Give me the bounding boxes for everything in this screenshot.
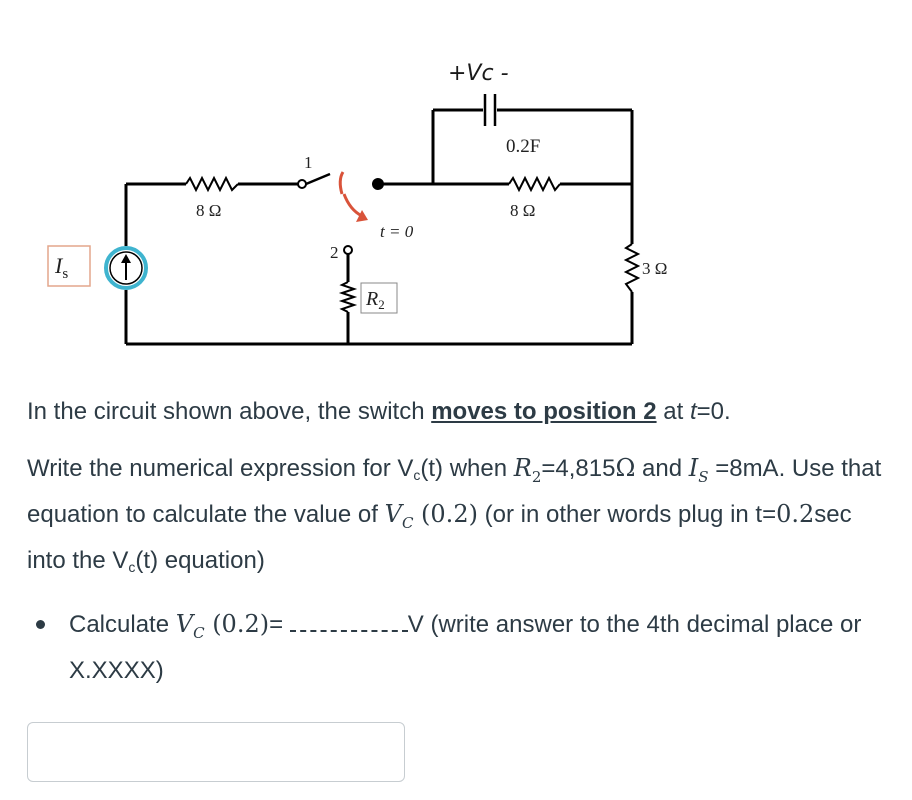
switch-position-1-label: 1 [304,153,313,172]
resistor-left-label: 8 Ω [196,201,222,220]
resistor-right-label: 3 Ω [642,259,668,278]
source-label: $I_s$ [55,253,69,282]
bullet-item-calculate: Calculate $V_C$ (0.2)= V (write answer to the 4th decimal place or X.XXXX) [27,603,887,692]
switch-time-label: t = 0 [380,222,414,241]
emphasis-position-2: moves to position 2 [431,398,657,425]
circuit-diagram [0,0,912,380]
resistor-middle-8ohm [509,178,560,190]
answer-input[interactable] [27,722,405,782]
bullet-dot [36,620,45,629]
switch-position-2-label: 2 [330,243,339,262]
answer-blank [290,612,408,632]
question-text [27,390,887,692]
resistor-r2 [342,282,354,312]
capacitor [485,94,495,126]
capacitor-voltage-label: +Vc - [448,61,509,86]
question-paragraph-2: Write the numerical expression for Vc(t) when $R_2=4,815\Omega$ and $I_S =8mA$. Use that equation to calculate the value of $V_C$ (0.2) (or in other words plug in t=0.2sec into the Vc(t) equation) [27,454,882,575]
resistor-right-3ohm [626,244,638,292]
question-paragraph-1: In the circuit shown above, the switch moves to position 2 at t=0. [27,398,731,425]
capacitor-value-label: 0.2F [506,136,541,157]
r2-label: $R_2$ [366,288,385,312]
bullet-list [27,603,887,692]
switch [298,172,384,254]
current-source [106,248,146,288]
resistor-left-8ohm [186,178,238,190]
resistor-middle-label: 8 Ω [510,201,536,220]
